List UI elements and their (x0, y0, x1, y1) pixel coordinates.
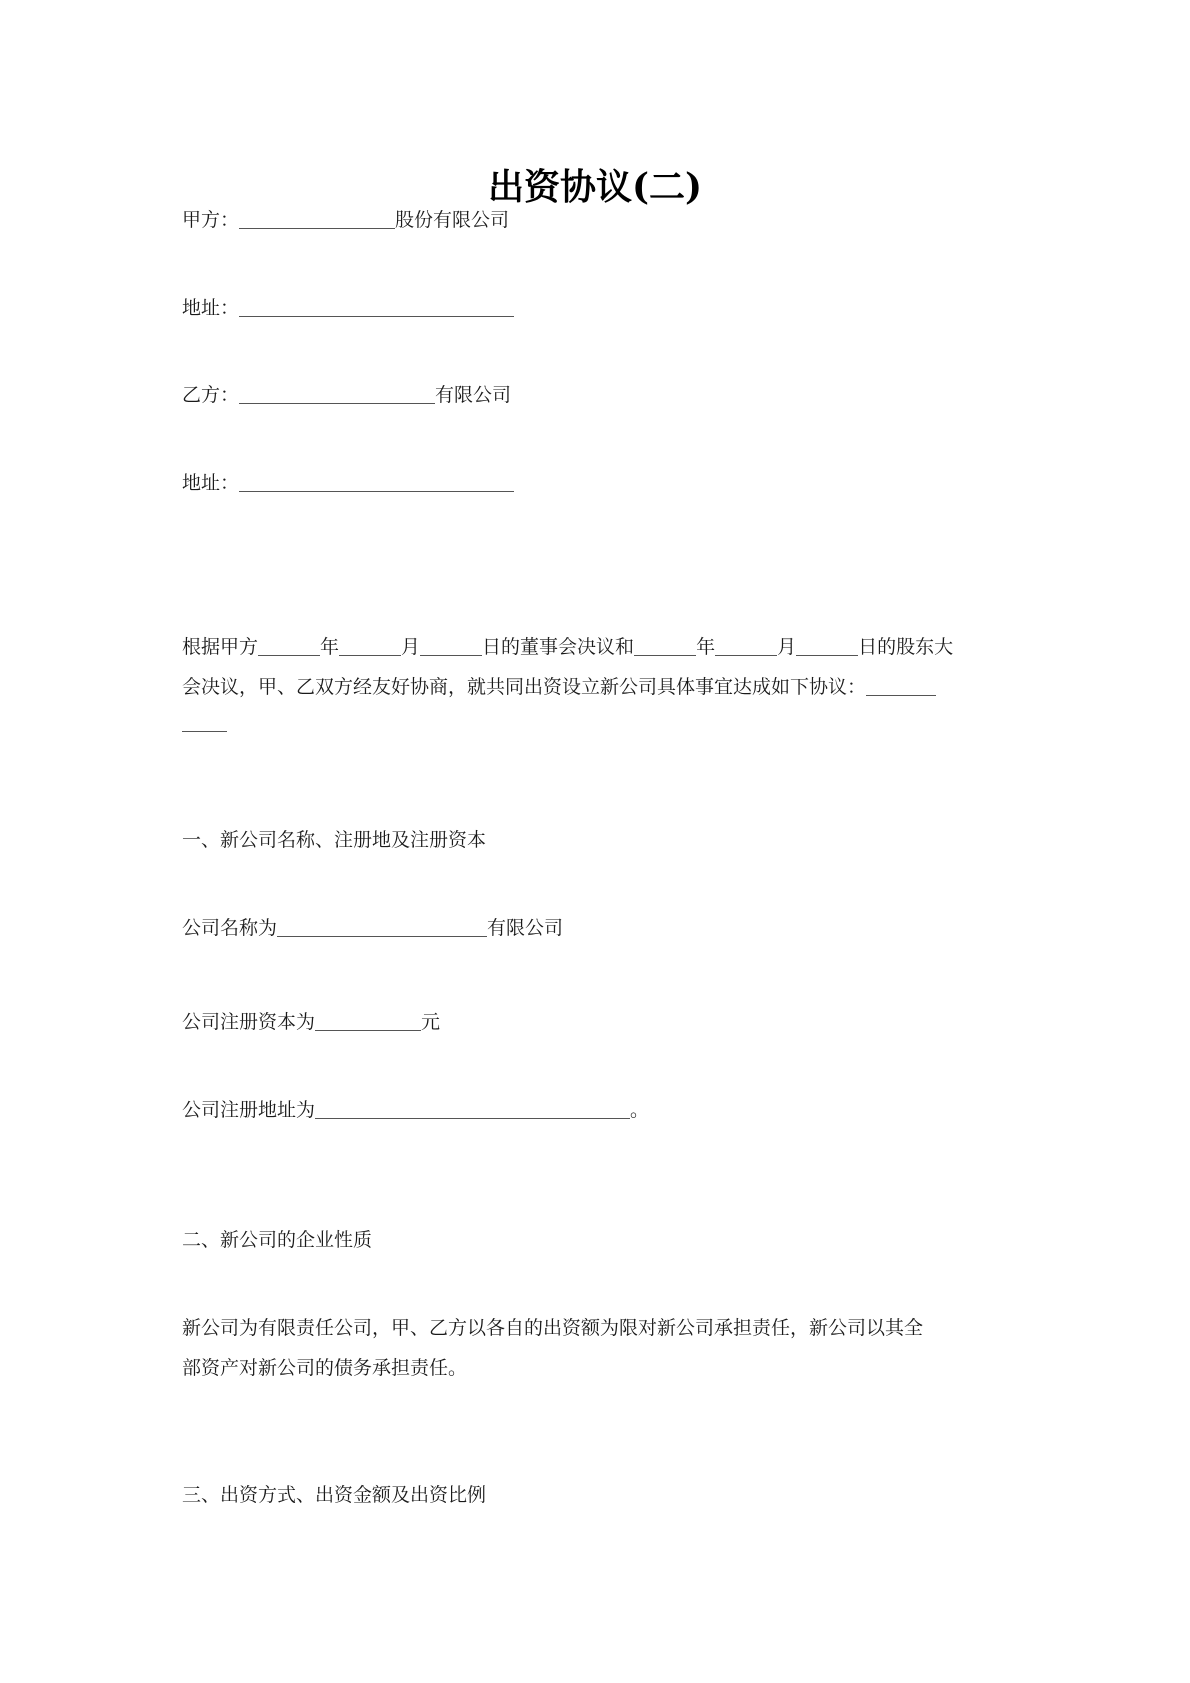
board-year-blank[interactable] (258, 635, 320, 656)
shareholder-month-blank[interactable] (715, 635, 777, 656)
party-a-address-label: 地址： (182, 297, 240, 319)
board-day-text: 日的董事会决议和 (482, 636, 635, 658)
month-label: 月 (777, 636, 797, 658)
party-a-address-line (182, 288, 1022, 328)
preamble-line-2 (182, 667, 1022, 707)
board-month-blank[interactable] (339, 635, 401, 656)
party-a-suffix: 股份有限公司 (395, 209, 510, 231)
party-b-suffix: 有限公司 (435, 384, 512, 406)
registered-address-blank[interactable] (315, 1098, 630, 1119)
preamble-line-1 (182, 627, 1022, 667)
registered-address-label: 公司注册地址为 (182, 1099, 316, 1121)
company-name-suffix: 有限公司 (487, 917, 564, 939)
year-label: 年 (320, 636, 340, 658)
section-2-body-line-1: 新公司为有限责任公司，甲、乙方以各自的出资额为限对新公司承担责任，新公司以其全 (182, 1317, 924, 1339)
preamble-text: 会决议，甲、乙双方经友好协商，就共同出资设立新公司具体事宜达成如下协议： (182, 676, 867, 698)
preamble-text: 根据甲方 (182, 636, 259, 658)
party-a-address-blank[interactable] (239, 296, 514, 317)
party-b-blank[interactable] (239, 383, 435, 404)
company-name-label: 公司名称为 (182, 917, 278, 939)
document-title: 出资协议(二) (487, 166, 703, 208)
registered-capital-unit: 元 (421, 1011, 441, 1033)
party-b-label: 乙方： (182, 384, 240, 406)
shareholder-year-blank[interactable] (634, 635, 696, 656)
party-b-address-label: 地址： (182, 472, 240, 494)
registered-address-period: 。 (630, 1099, 650, 1121)
section-3-heading: 三、出资方式、出资金额及出资比例 (182, 1484, 487, 1506)
party-a-line (182, 200, 1022, 240)
registered-capital-blank[interactable] (315, 1010, 421, 1031)
shareholder-day-blank[interactable] (796, 635, 858, 656)
section-2-heading: 二、新公司的企业性质 (182, 1229, 373, 1251)
party-a-label: 甲方： (182, 209, 240, 231)
registered-address-line (182, 1090, 1022, 1130)
shareholder-day-text: 日的股东大 (858, 636, 954, 658)
company-name-line (182, 908, 1022, 948)
month-label: 月 (401, 636, 421, 658)
company-name-blank[interactable] (277, 916, 487, 937)
preamble-blank[interactable] (866, 675, 936, 696)
party-b-address-blank[interactable] (239, 471, 514, 492)
board-day-blank[interactable] (420, 635, 482, 656)
year-label: 年 (696, 636, 716, 658)
section-2-body-line-2: 部资产对新公司的债务承担责任。 (182, 1357, 468, 1379)
preamble-blank-cont[interactable] (182, 711, 227, 732)
preamble-line-3 (182, 703, 1022, 743)
registered-capital-line (182, 1002, 1022, 1042)
party-b-address-line (182, 463, 1022, 503)
registered-capital-label: 公司注册资本为 (182, 1011, 316, 1033)
section-1-heading: 一、新公司名称、注册地及注册资本 (182, 829, 487, 851)
party-b-line (182, 375, 1022, 415)
party-a-blank[interactable] (239, 208, 395, 229)
